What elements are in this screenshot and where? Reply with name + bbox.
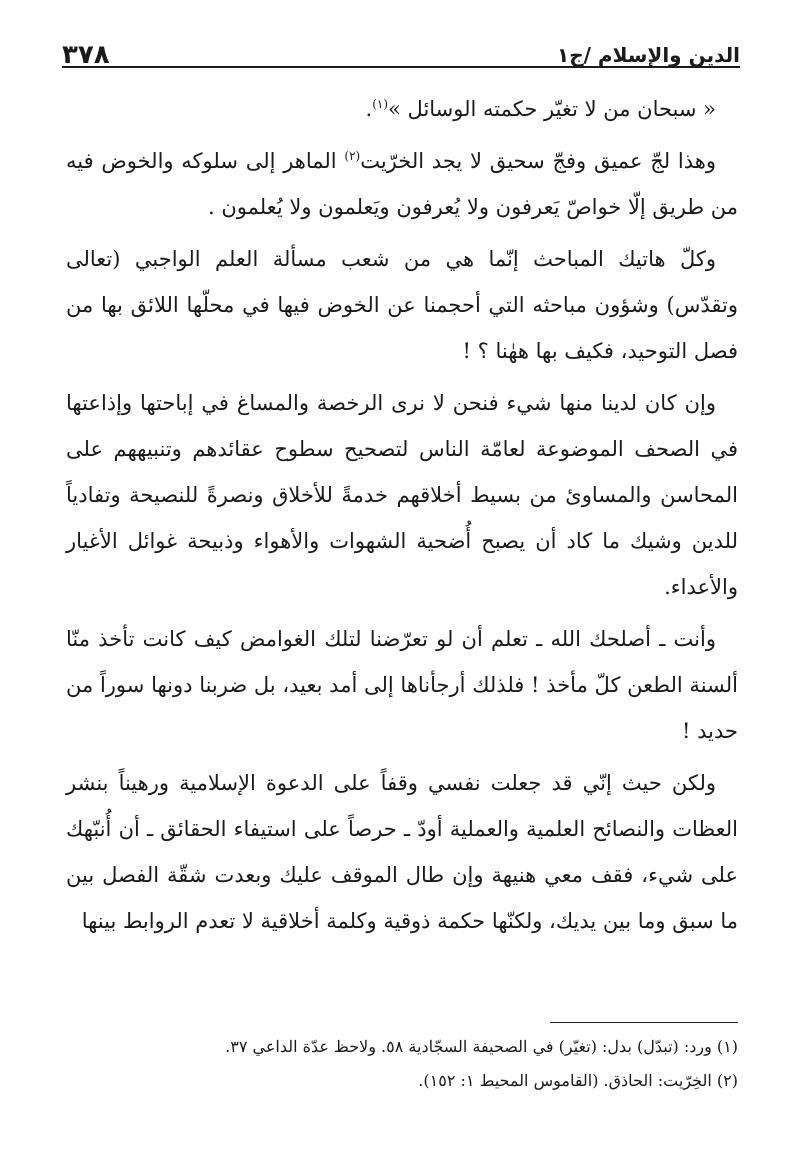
footnotes: [66, 1030, 738, 1098]
footnote-2: (٢) الخِرّيت: الحاذق. (القاموس المحيط ١: ١٥٢).: [418, 1071, 738, 1090]
paragraph-5: وأنت ـ أصلحك الله ـ تعلم أن لو تعرّضنا لتلك الغوامض كيف كانت تأخذ منّا ألسنة الطعن كلّ مأخذ ! فلذلك أرجأناها إلى أمد بعيد، بل ضربنا دونها سوراً من حديد !: [66, 627, 738, 743]
paragraph-2-rest: الماهر إلى سلوكه والخوض فيه من طريق إلّا خواصّ يَعرفون ولا يُعرفون ويَعلمون ولا يُعلمون .: [66, 149, 738, 219]
paragraph-4: وإن كان لدينا منها شيء فنحن لا نرى الرخصة والمساغ في إباحتها وإذاعتها في الصحف الموضوعة لعامّة الناس لتصحيح سطوح عقائدهم وتنبيههم على المحاسن والمساوئ من بسيط أخلاقهم خدمةً للأخلاق ونصرةً للنصيحة وتفادياً للدين وشيك ما كاد أن يصبح أُضحية الشهوات والأهواء وذبيحة غوائل الأغيار والأعداء.: [66, 391, 738, 599]
paragraph-2: [66, 138, 738, 230]
paragraph-6: ولكن حيث إنّي قد جعلت نفسي وقفاً على الدعوة الإسلامية ورهيناً بنشر العظات والنصائح العلمية والعملية أودّ ـ حرصاً على استيفاء الحقائق ـ أن أُنبّهك على شيء، فقف معي هنيهة وإن طال الموقف عليك وبعدت شقّة الفصل بين ما سبق وما بين يديك، ولكنّها حكمة ذوقية وكلمة أخلاقية لا تعدم الروابط بينها: [66, 771, 738, 933]
footnote-ref-2: (٢): [344, 149, 361, 163]
main-text: [66, 86, 738, 950]
header-rule: [62, 66, 740, 68]
footnote-separator: [550, 1022, 738, 1023]
paragraph-3: وكلّ هاتيك المباحث إنّما هي من شعب مسألة العلم الواجبي (تعالى وتقدّس) وشؤون مباحثه التي أحجمنا عن الخوض فيها في محلّها اللائق بها من فصل التوحيد، فكيف بها ههٰنا ؟ !: [66, 247, 738, 363]
footnote-ref-1: (١): [372, 97, 389, 111]
page-number: ٣٧٨: [62, 40, 110, 70]
paragraph-2-start: وهذا لجّ عميق وفجّ سحيق لا يجد الخرّيت: [360, 149, 717, 173]
quote-text: « سبحان من لا تغيّر حكمته الوسائل »: [388, 97, 716, 121]
footnote-1: (١) ورد: (تبدّل) بدل: (تغيّر) في الصحيفة السجّادية ٥٨. ولاحظ عدّة الداعي ٣٧.: [225, 1037, 738, 1056]
quote-end: .: [365, 97, 373, 121]
running-title: الدين والإسلام /ج١: [557, 43, 740, 67]
paragraph-1: [66, 86, 738, 132]
page-header: [62, 30, 740, 70]
